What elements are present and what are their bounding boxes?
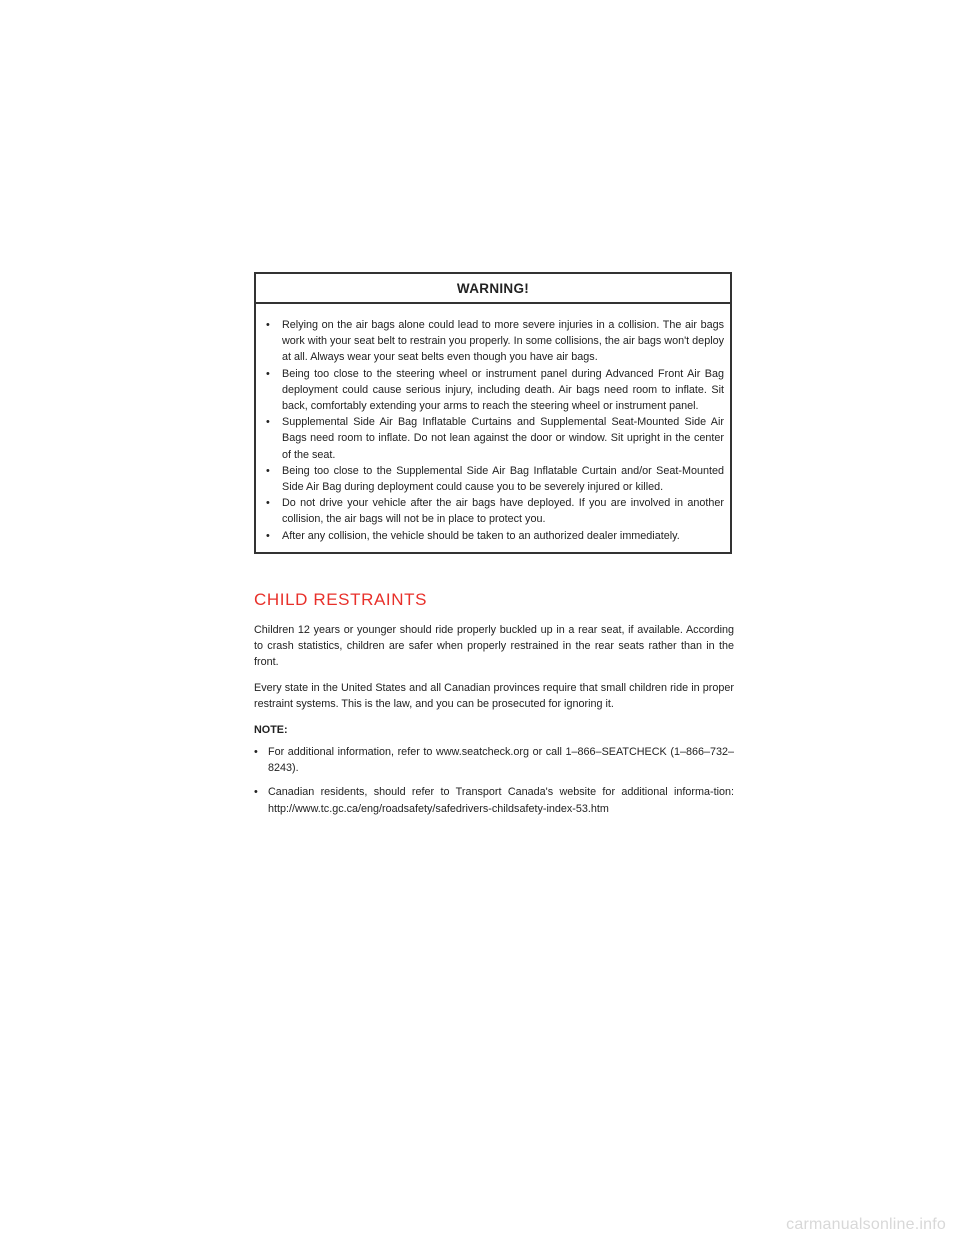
bullet-icon: • xyxy=(266,464,270,477)
warning-item xyxy=(262,495,724,527)
note-item xyxy=(254,784,734,816)
warning-item-text: Being too close to the Supplemental Side Air Bag Inflatable Curtain and/or Seat-Mounted Side Air Bag during deployment could cause you to be severely injured or killed. xyxy=(282,464,724,494)
note-item-text: Canadian residents, should refer to Transport Canada's website for additional informa-tion: http://www.tc.gc.ca/eng/roadsafety/safedrivers-childsafety-index-53.htm xyxy=(268,786,734,815)
paragraph-children: Children 12 years or younger should ride properly buckled up in a rear seat, if available. According to crash statistics, children are safer when properly restrained in the rear seats rather than in the front. xyxy=(254,624,734,669)
note-label: NOTE: xyxy=(254,724,288,736)
warning-list xyxy=(256,304,730,552)
warning-title: WARNING! xyxy=(256,274,730,304)
warning-item-text: Supplemental Side Air Bag Inflatable Curtains and Supplemental Seat-Mounted Side Air Bags need room to inflate. Do not lean against the door or window. Sit upright in the center of the seat. xyxy=(282,416,724,461)
warning-item-text: Do not drive your vehicle after the air bags have deployed. If you are involved in another collision, the air bags will not be in place to protect you. xyxy=(282,497,724,526)
paragraph-law: Every state in the United States and all Canadian provinces require that small children ride in proper restraint systems. This is the law, and you can be prosecuted for ignoring it. xyxy=(254,682,734,711)
section-heading: CHILD RESTRAINTS xyxy=(254,590,428,609)
note-item-text: For additional information, refer to www.seatcheck.org or call 1–866–SEATCHECK (1–866–732–8243). xyxy=(268,746,734,775)
bullet-icon: • xyxy=(266,367,270,380)
warning-item-text: Relying on the air bags alone could lead to more severe injuries in a collision. The air bags work with your seat belt to restrain you properly. In some collisions, the air bags won't deploy at all. Always wear your seat belts even though you have air bags. xyxy=(282,319,724,364)
note-list xyxy=(254,744,734,825)
warning-item xyxy=(262,317,724,366)
bullet-icon: • xyxy=(266,416,270,429)
warning-item xyxy=(262,528,724,544)
bullet-icon: • xyxy=(266,319,270,331)
warning-item xyxy=(262,414,724,463)
bullet-icon: • xyxy=(254,786,258,799)
warning-item-text: After any collision, the vehicle should be taken to an authorized dealer immediately. xyxy=(282,529,680,542)
note-item xyxy=(254,744,734,776)
bullet-icon: • xyxy=(266,529,270,542)
warning-item xyxy=(262,366,724,415)
bullet-icon: • xyxy=(254,746,258,758)
warning-box xyxy=(254,272,732,554)
watermark: carmanualsonline.info xyxy=(786,1216,946,1233)
bullet-icon: • xyxy=(266,497,270,510)
warning-item-text: Being too close to the steering wheel or instrument panel during Advanced Front Air Bag deployment could cause serious injury, including death. Air bags need room to inflate. Sit back, comfortably extending your arms to reach the steering wheel or instrument panel. xyxy=(282,367,724,413)
warning-item xyxy=(262,463,724,495)
